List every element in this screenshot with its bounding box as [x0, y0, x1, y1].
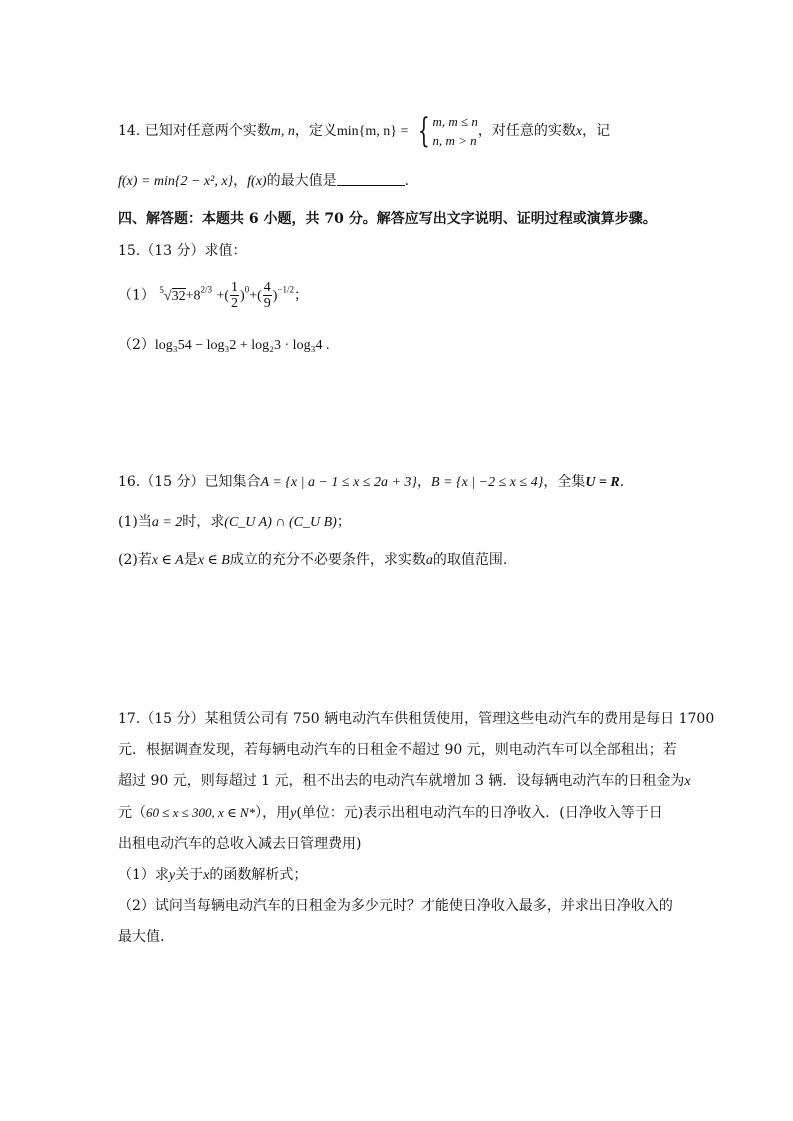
q15-p1-term-8: +8 [185, 288, 201, 304]
q14-fx-def: f(x) = min{2 − x², x} [118, 174, 234, 189]
q17-part1 [118, 860, 678, 891]
q16-header-line [118, 471, 624, 491]
q16-p2-b: 是 [183, 552, 198, 568]
q14-case-2: n, m > n [432, 133, 477, 148]
q15-p1-root [159, 284, 186, 304]
radical-icon: √ [163, 288, 172, 304]
q17-line-4-a: 元（ [118, 805, 146, 821]
q16-p1-expr: (C_U A) ∩ (C_U B) [224, 515, 337, 530]
q16-p2-c2: x ∈ B [197, 553, 230, 568]
q14-line2-sep: ， [233, 173, 248, 189]
q14-line1 [118, 112, 610, 150]
q16-univ-text: ，全集 [543, 474, 586, 490]
q16-p1-cond: a = 2 [151, 515, 183, 530]
q15-part2 [118, 334, 329, 354]
q14-var-x: x [575, 124, 583, 139]
q15-p1-exp-1: 2/3 [200, 284, 212, 295]
answer-blank[interactable] [337, 173, 405, 186]
q15-p1-label: （1） [118, 287, 155, 304]
frac-1-num: 1 [231, 280, 239, 295]
q17-line-4 [118, 797, 678, 829]
q15-p1-exp-2: 0 [244, 284, 250, 295]
q14-piecewise [413, 112, 478, 150]
q17-line-3 [118, 766, 691, 797]
q14-line2-end: . [404, 173, 410, 189]
q16-set-b: B = {x | −2 ≤ x ≤ 4} [431, 475, 544, 490]
q16-end: . [619, 474, 625, 490]
q14-vars-mn: m, n [270, 124, 295, 139]
q14-def-lhs: min{m, n} = [336, 124, 409, 139]
q16-p1-a: (1)当 [118, 514, 152, 530]
q17-p1-x: x [203, 868, 210, 883]
q14-text-2: ，定义 [294, 123, 337, 139]
section-4-heading: 四、解答题：本题共 6 小题，共 70 分。解答应写出文字说明、证明过程或演算步骤。 [118, 211, 657, 227]
q15-p2-label: （2） [118, 337, 155, 353]
q15-part1: （1） $^5√32+8^{2/3}$ +( $\frac{1}{2}$ )$^0$+( $\frac{4}{9}$ )$^{-1/2}$； [118, 280, 309, 311]
q15-p2-expr: log₃54 − log₃2 + log₂3 · log₃4 . [154, 338, 330, 353]
q17-body [118, 704, 715, 953]
q16-p2-a: (2)若 [118, 552, 152, 568]
q16-part2 [118, 549, 507, 569]
frac-2-den: 9 [263, 296, 271, 311]
frac-1-den: 2 [231, 296, 239, 311]
q14-text-1: 已知对任意两个实数 [144, 123, 271, 139]
q15-header: 15.（13 分）求值： [118, 243, 247, 259]
q17-p1-c: 的函数解析式； [209, 867, 308, 883]
q15-p1-plus-2: + [216, 288, 225, 304]
q15-p1-frac-1 [230, 280, 239, 311]
q17-line-1: 17.（15 分）某租赁公司有 750 辆电动汽车供租赁使用，管理这些电动汽车的费用是每日 1700 [118, 711, 715, 727]
frac-2-num: 4 [263, 280, 271, 295]
q17-part2-line-1: （2）试问当每辆电动汽车的日租金为多少元时？才能使日净收入最多，并求出日净收入的 [118, 898, 673, 914]
q15-p1-frac-2 [263, 280, 272, 311]
q14-text-4: ，记 [582, 123, 611, 139]
q17-var-x: x [684, 774, 691, 789]
q16-p2-c: 成立的充分不必要条件，求实数 [229, 552, 426, 568]
q17-line-4-b: ），用 [255, 805, 291, 821]
q16-p2-var: a [425, 553, 433, 568]
q16-universal-set: U = R [585, 475, 620, 490]
q15-p1-plus-3: + [249, 288, 258, 304]
q17-p1-y: y [168, 868, 176, 883]
q17-line-4-c: (单位：元)表示出租电动汽车的日净收入．(日净收入等于日 [296, 805, 663, 821]
q16-p2-d: 的取值范围. [432, 552, 508, 568]
q14-number: 14. [118, 123, 141, 139]
q17-line-3-text: 超过 90 元，则每超过 1 元，租不出去的电动汽车就增加 3 辆．设每辆电动汽车的日租金为 [118, 773, 685, 789]
q16-p2-c1: x ∈ A [151, 553, 184, 568]
q16-p1-b: 时，求 [182, 514, 225, 530]
q16-sep: ， [417, 474, 432, 490]
q15-p1-end: ； [294, 287, 309, 304]
root-body: 32 [171, 288, 186, 304]
q14-line2 [118, 170, 409, 190]
q16-header: 16.（15 分）已知集合 [118, 474, 261, 490]
left-brace-icon: { [417, 111, 430, 151]
q17-p1-b: 关于 [175, 867, 204, 883]
q14-case-1: m, m ≤ n [432, 114, 478, 129]
q17-p1-a: （1）求 [118, 867, 169, 883]
root-index: 5 [159, 284, 164, 295]
q17-line-5: 出租电动汽车的总收入减去日管理费用) [118, 836, 362, 852]
q17-line-2: 元．根据调查发现，若每辆电动汽车的日租金不超过 90 元，则电动汽车可以全部租出；若 [118, 742, 677, 758]
q14-fx: f(x) [247, 174, 267, 189]
q17-var-y: y [290, 806, 297, 821]
q17-part2-line-2: 最大值. [118, 929, 165, 945]
q15-p1-exp-3: −1/2 [277, 284, 295, 295]
q14-text-3: ，对任意的实数 [477, 123, 576, 139]
q17-domain: 60 ≤ x ≤ 300, x ∈ N* [146, 805, 256, 820]
q16-p1-end: ； [336, 514, 351, 530]
q16-part1 [118, 511, 351, 531]
q14-line2-text: 的最大值是 [266, 173, 337, 189]
q16-set-a: A = {x | a − 1 ≤ x ≤ 2a + 3} [260, 475, 418, 490]
